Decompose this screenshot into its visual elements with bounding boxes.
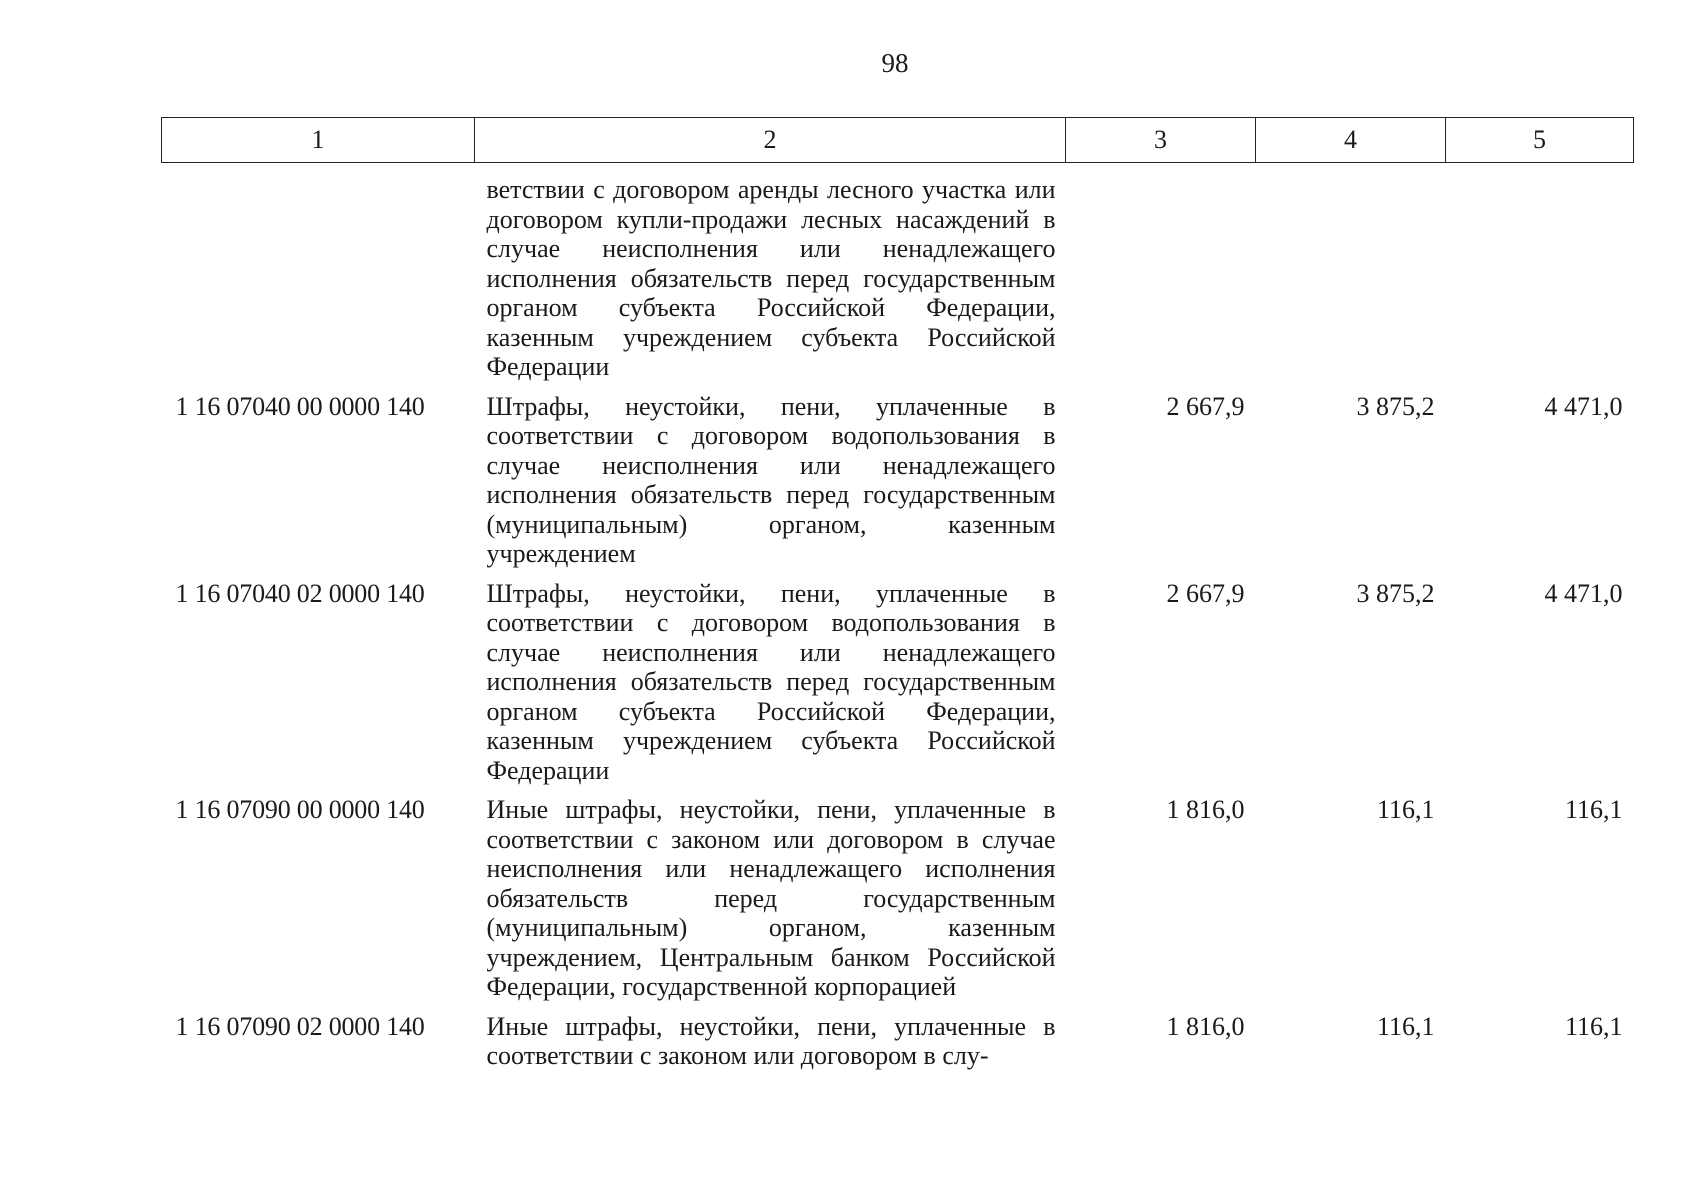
table-row xyxy=(162,382,1634,569)
column-header-1: 1 xyxy=(162,118,475,163)
amount-col3-cell: 2 667,9 xyxy=(1166,391,1245,421)
page-number: 98 xyxy=(881,48,909,78)
table-body xyxy=(162,163,1634,1071)
revenue-description-cell: Штрафы, неустойки, пени, уплаченные в соответствии с договором водопользования в случае неисполнения или ненадлежащего исполнения обязательств перед государственным (муниципальным) органом, казенным учреждением xyxy=(486,391,1056,568)
column-header-5: 5 xyxy=(1446,118,1634,163)
table-row xyxy=(162,569,1634,786)
amount-col5-cell: 4 471,0 xyxy=(1544,578,1623,608)
revenue-code-cell: 1 16 07040 02 0000 140 xyxy=(175,578,425,608)
column-header-4: 4 xyxy=(1256,118,1446,163)
table-header-row xyxy=(162,118,1634,163)
revenue-description-cell: Иные штрафы, неустойки, пени, уплаченные в соответствии с законом или договором в случае неисполнения или ненадлежащего исполнения обязательств перед государственным (муниципальным) органом, казенным учреждением, Центральным банком Российской Федерации, государственной корпорацией xyxy=(486,795,1056,1001)
amount-col4-cell: 116,1 xyxy=(1376,795,1435,824)
revenue-code-cell: 1 16 07090 02 0000 140 xyxy=(175,1011,425,1041)
amount-col5-cell: 116,1 xyxy=(1564,1011,1623,1041)
amount-col5-cell: 116,1 xyxy=(1564,795,1623,824)
amount-col4-cell: 116,1 xyxy=(1376,1011,1435,1041)
amount-col3-cell: 1 816,0 xyxy=(1166,795,1245,824)
revenue-description-cell: Штрафы, неустойки, пени, уплаченные в соответствии с договором водопользования в случае неисполнения или ненадлежащего исполнения обязательств перед государственным органом субъекта Российской Федерации, казенным учреждением субъекта Российской Федерации xyxy=(486,578,1056,785)
revenue-code-cell: 1 16 07040 00 0000 140 xyxy=(175,391,425,421)
revenue-code-cell: 1 16 07090 00 0000 140 xyxy=(175,795,425,824)
amount-col5-cell xyxy=(1446,163,1634,382)
amount-col5-cell: 4 471,0 xyxy=(1544,391,1623,421)
amount-col4-cell: 3 875,2 xyxy=(1356,578,1435,608)
amount-col3-cell: 2 667,9 xyxy=(1166,578,1245,608)
table-row xyxy=(162,785,1634,1002)
revenue-description-cell: ветствии с договором аренды лесного участка или договором купли-продажи лесных насаждений в случае неисполнения или ненадлежащего исполнения обязательств перед государственным органом субъекта Российской Федерации, казенным учреждением субъекта Российской Федерации xyxy=(486,175,1056,381)
budget-revenue-table xyxy=(161,117,1634,1071)
column-header-3: 3 xyxy=(1066,118,1256,163)
revenue-code-cell xyxy=(162,163,475,382)
table-row xyxy=(162,163,1634,382)
revenue-description-cell: Иные штрафы, неустойки, пени, уплаченные в соответствии с законом или договором в слу- xyxy=(486,1011,1056,1070)
column-header-2: 2 xyxy=(475,118,1066,163)
amount-col4-cell: 3 875,2 xyxy=(1356,391,1435,421)
table-header xyxy=(162,118,1634,163)
table-row xyxy=(162,1002,1634,1071)
amount-col3-cell: 1 816,0 xyxy=(1166,1011,1245,1041)
amount-col3-cell xyxy=(1066,163,1256,382)
amount-col4-cell xyxy=(1256,163,1446,382)
